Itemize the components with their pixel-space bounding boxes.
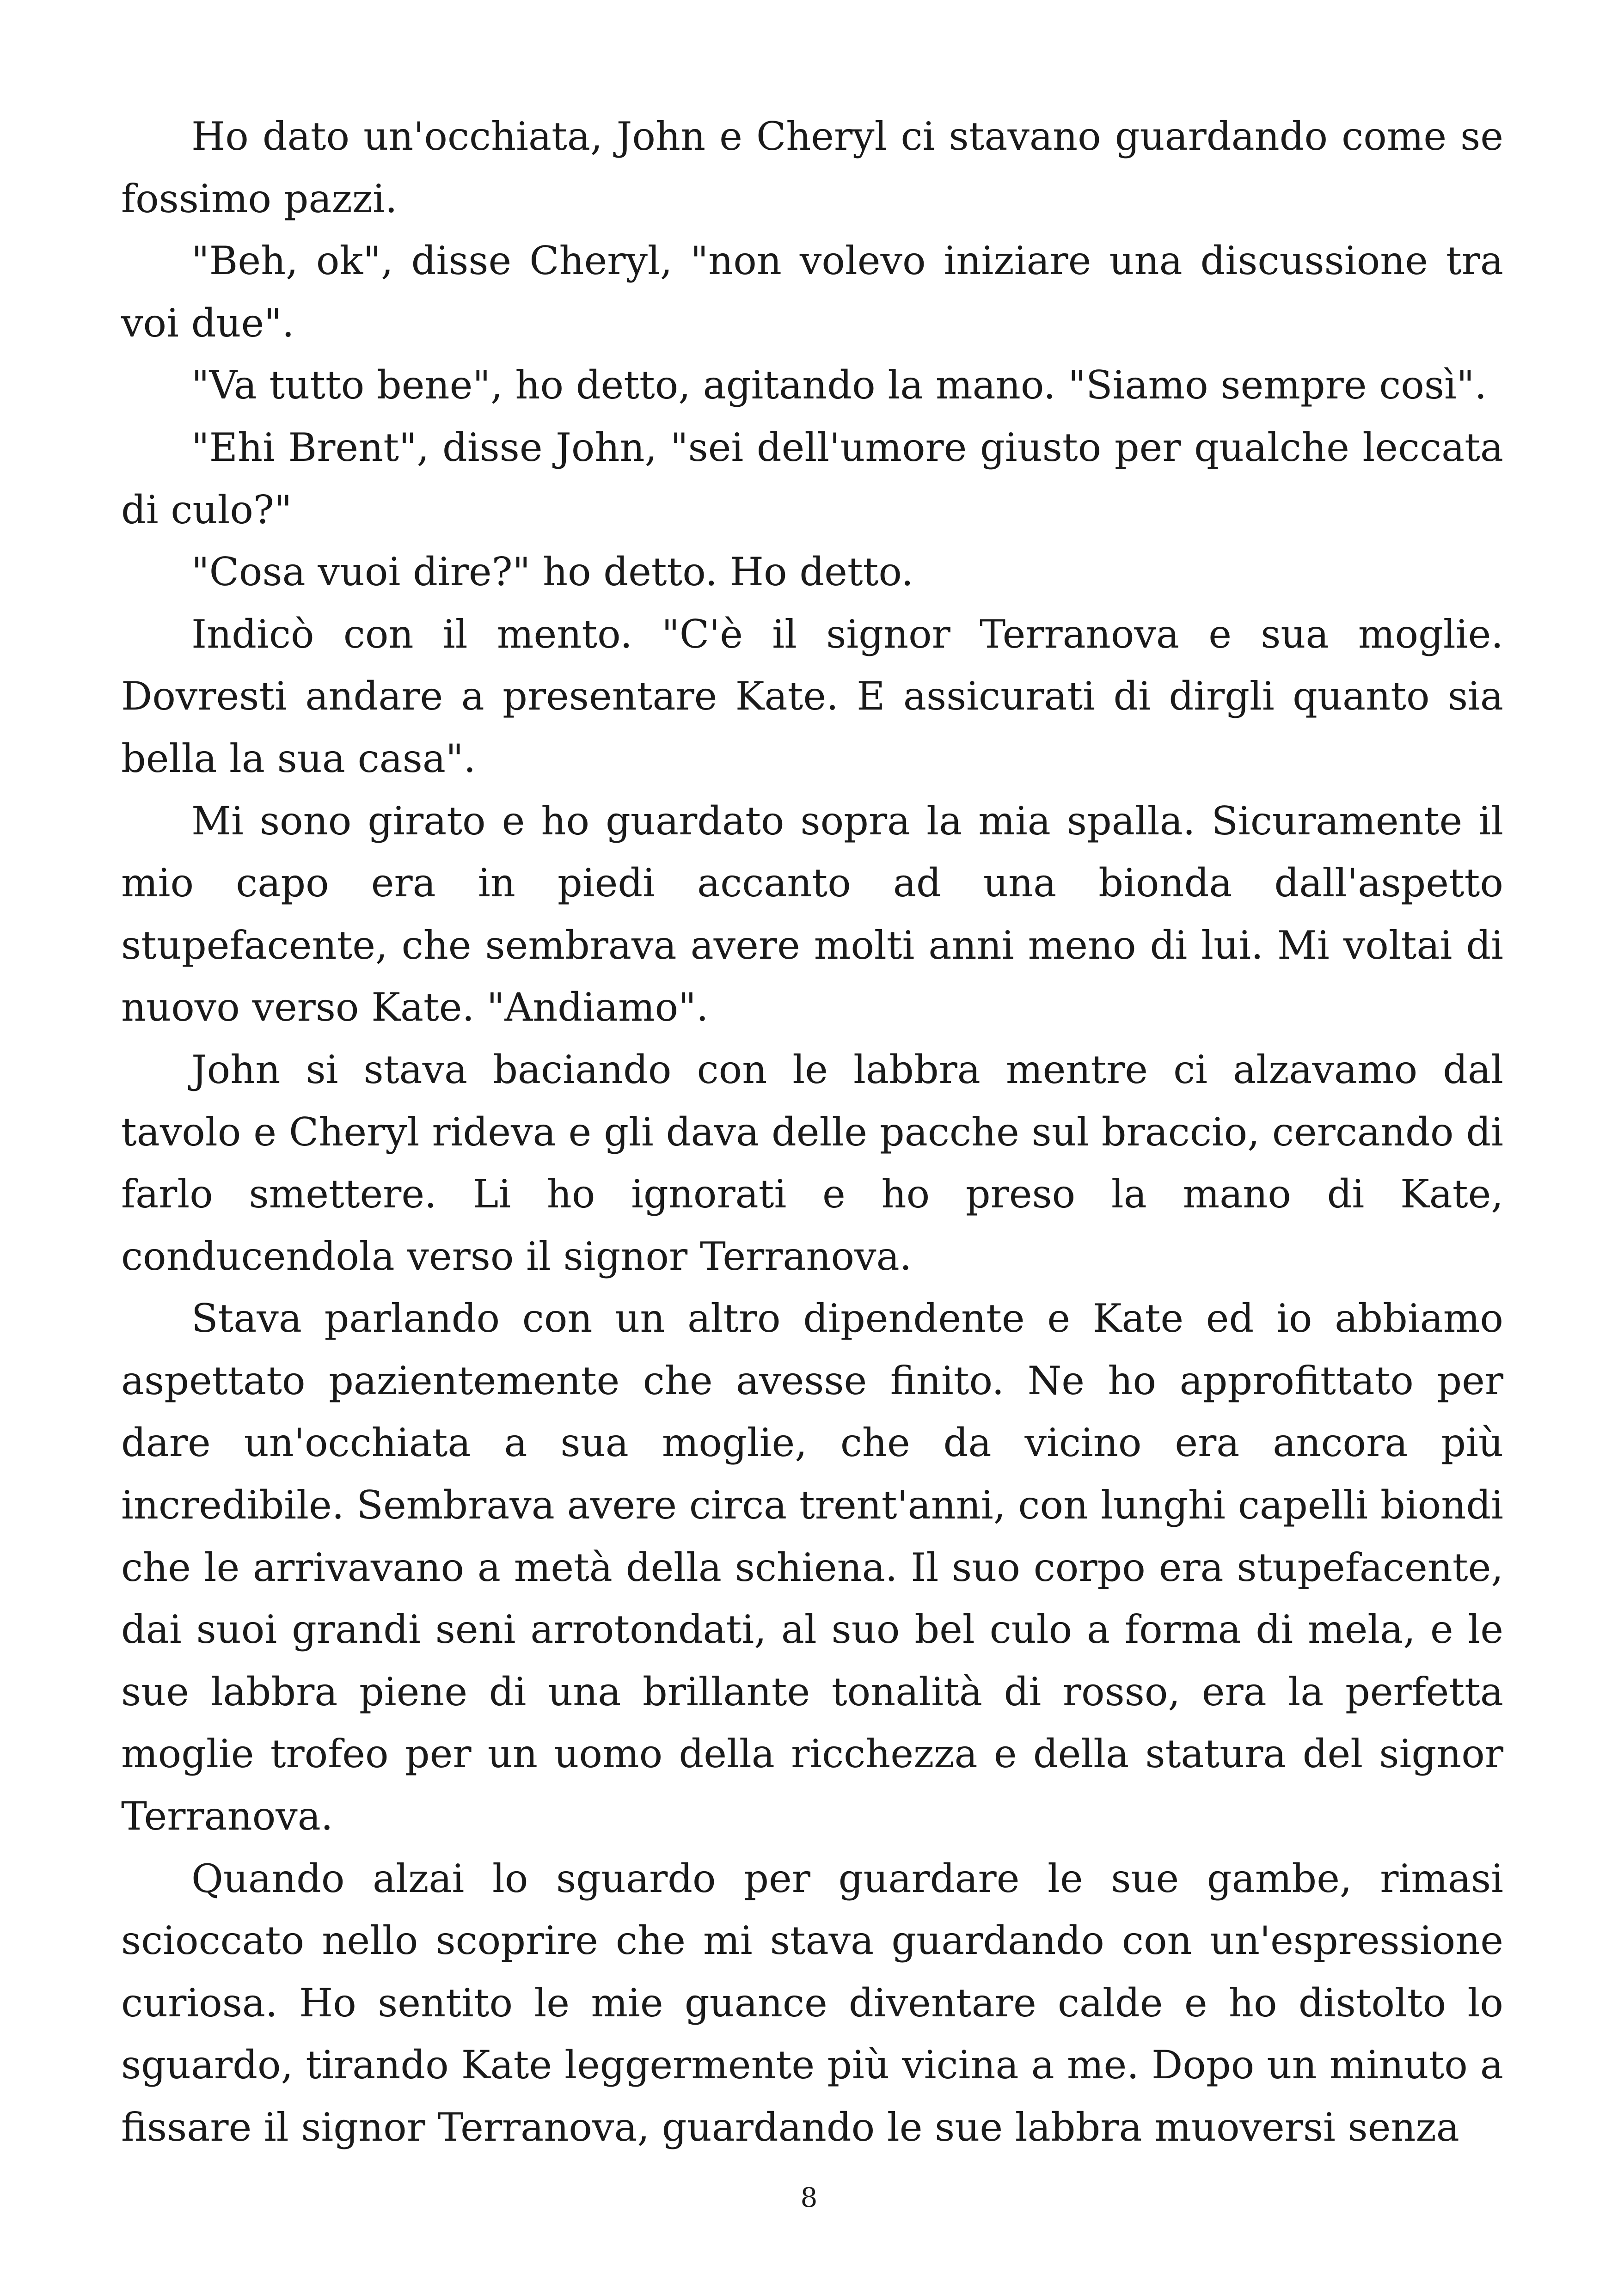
paragraph: Mi sono girato e ho guardato sopra la mia spalla. Sicuramente il mio capo era in piedi accanto ad una bionda dall'aspetto stupefacente, che sembrava avere molti anni meno di lui. Mi voltai di nuovo verso Kate. "Andiamo". bbox=[121, 798, 1503, 1030]
paragraph: Indicò con il mento. "C'è il signor Terranova e sua moglie. Dovresti andare a presentare Kate. E assicurati di dirgli quanto sia bella la sua casa". bbox=[121, 611, 1503, 781]
paragraph: Quando alzai lo sguardo per guardare le sue gambe, rimasi scioccato nello scoprire che mi stava guardando con un'espressione curiosa. Ho sentito le mie guance diventare calde e ho distolto lo sguardo, tirando Kate leggermente più vicina a me. Dopo un minuto a fissare il signor Terranova, guardando le sue labbra muoversi senza bbox=[121, 1855, 1503, 2150]
page-body bbox=[121, 105, 1503, 2159]
paragraph: "Ehi Brent", disse John, "sei dell'umore giusto per qualche leccata di culo?" bbox=[121, 424, 1503, 533]
paragraph: Ho dato un'occhiata, John e Cheryl ci stavano guardando come se fossimo pazzi. bbox=[121, 114, 1503, 221]
paragraph: Stava parlando con un altro dipendente e Kate ed io abbiamo aspettato pazientemente che avesse finito. Ne ho approfittato per dare un'occhiata a sua moglie, che da vicino era ancora più incredibile. Sembrava avere circa trent'anni, con lunghi capelli biondi che le arrivavano a metà della schiena. Il suo corpo era stupefacente, dai suoi grandi seni arrotondati, al suo bel culo a forma di mela, e le sue labbra piene di una brillante tonalità di rosso, era la perfetta moglie trofeo per un uomo della ricchezza e della statura del signor Terranova. bbox=[121, 1296, 1503, 1839]
paragraph: John si stava baciando con le labbra mentre ci alzavamo dal tavolo e Cheryl rideva e gli dava delle pacche sul braccio, cercando di farlo smettere. Li ho ignorati e ho preso la mano di Kate, conducendola verso il signor Terranova. bbox=[121, 1047, 1503, 1279]
paragraph: "Beh, ok", disse Cheryl, "non volevo iniziare una discussione tra voi due". bbox=[121, 238, 1503, 346]
page-number: 8 bbox=[800, 2182, 818, 2213]
paragraph: "Va tutto bene", ho detto, agitando la mano. "Siamo sempre così". bbox=[191, 362, 1487, 408]
paragraph: "Cosa vuoi dire?" ho detto. Ho detto. bbox=[191, 549, 914, 595]
